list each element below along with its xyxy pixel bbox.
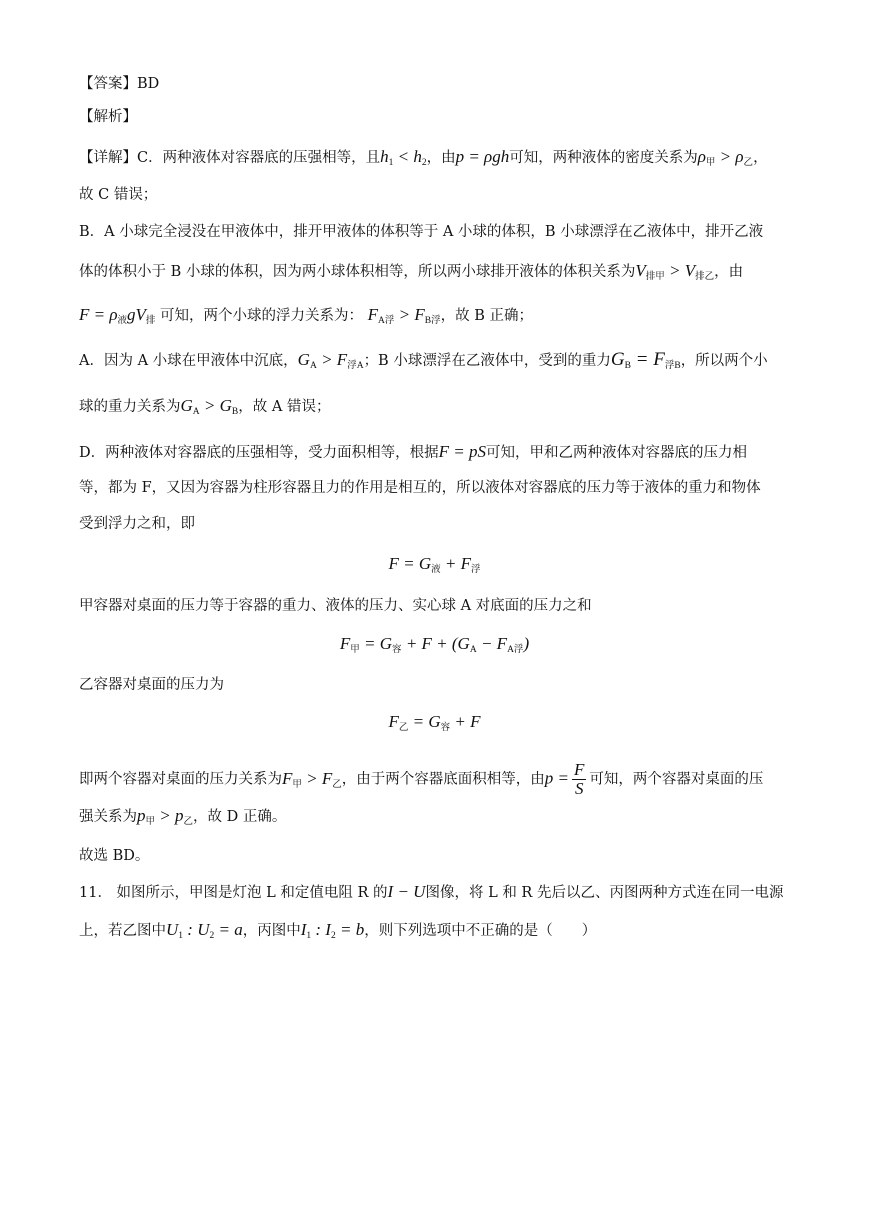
equation-f-yi: $F_乙 = G_容 + F$ [388,712,481,733]
option-c-line-2: 故 C 错误； [79,187,158,203]
choose-line: 故选 BD。 [79,848,150,864]
formula-h1-lt-h2: $h_1 < h_2$ [380,147,427,168]
formula-u-ratio: $U_1$ : $U_2 = a$ [166,920,243,941]
equation-f-jia: $F_甲 = G_容 + F + (G_A - F_{A浮})$ [339,634,530,655]
option-a-line-1: A．因为 A 小球在甲液体中沉底，$G_A > F_{浮A}$；B 小球漂浮在乙液体中，受到的重力$G_B = F_{浮B}$，所以两个小 [79,349,768,371]
formula-i-u: I − U [387,882,426,901]
formula-ga-gt-fa: $G_A > F_{浮A}$ [297,350,364,371]
option-d-line-10: 强关系为$p_甲 > p_乙$，故 D 正确。 [79,806,287,827]
option-d-line-1: D．两种液体对容器底的压强相等，受力面积相等，根据F = pS可知，甲和乙两种液体对容器底的压力相 [79,442,747,461]
option-c-line-1: 【详解】C．两种液体对容器底的压强相等，且$h_1 < h_2$，由p = ρgh可知，两种液体的密度关系为$\rho_甲 > \rho_乙$， [79,147,768,168]
formula-fjia-gt-fyi: $F_甲 > F_乙$ [282,768,342,790]
formula-f-eq-ps: F = pS [438,442,486,461]
formula-ga-gt-gb: $G_A > G_B$ [180,396,239,417]
formula-rho-jia-gt-rho-yi: $\rho_甲 > \rho_乙$ [697,147,754,168]
formula-fa-gt-fb: $F_{A浮} > F_{B浮}$ [367,305,441,326]
formula-p-rho-g-h: p = ρgh [455,147,510,166]
option-d-line-5: 甲容器对桌面的压力等于容器的重力、液体的压力、实心球 A 对底面的压力之和 [79,598,592,614]
option-b-line-3: $F = \rho_液gV_排$ 可知，两个小球的浮力关系为： $F_{A浮} > F_{B浮}$，故 B 正确； [79,305,533,326]
formula-buoyancy: $F = \rho_液gV_排$ [79,305,156,326]
formula-i-ratio: $I_1$ : $I_2 = b$ [300,920,365,941]
formula-gb-eq-fb: $G_B = F_{浮B}$ [610,349,681,371]
analysis-heading: 【解析】 [79,109,137,125]
option-d-line-9: 即两个容器对桌面的压力关系为$F_甲 > F_乙$，由于两个容器底面积相等，由p = $\frac{F}{S}$ 可知，两个容器对桌面的压 [79,760,764,798]
option-a-line-2: 球的重力关系为$G_A > G_B$，故 A 错误； [79,396,331,417]
option-d-line-7: 乙容器对桌面的压力为 [79,677,224,693]
fraction-f-over-s: $\frac{F}{S}$ [574,760,585,798]
option-b-line-1: B．A 小球完全浸没在甲液体中，排开甲液体的体积等于 A 小球的体积，B 小球漂浮在乙液体中，排开乙液 [79,224,764,240]
option-d-line-3: 受到浮力之和，即 [79,516,195,532]
option-d-line-2: 等，都为 F，又因为容器为柱形容器且力的作用是相互的，所以液体对容器底的压力等于液体的重力和物体 [79,480,761,496]
option-b-line-2: 体的体积小于 B 小球的体积，因为两小球体积相等，所以两小球排开液体的体积关系为$V_{排甲} > V_{排乙}$，由 [79,261,744,282]
question-11-line-2: 上，若乙图中$U_1$ : $U_2 = a$，丙图中$I_1$ : $I_2 = b$，则下列选项中不正确的是（ ） [79,920,597,941]
formula-pjia-gt-pyi: $p_甲 > p_乙$ [137,806,194,827]
answer-line: 【答案】BD [79,76,160,92]
formula-v-pai-compare: $V_{排甲} > V_{排乙}$ [635,261,715,282]
question-11-line-1: 11． 如图所示，甲图是灯泡 L 和定值电阻 R 的I − U图像，将 L 和 R 先后以乙、丙图两种方式连在同一电源 [79,882,784,901]
equation-f-total: $F = G_液 + F_浮$ [388,554,481,575]
